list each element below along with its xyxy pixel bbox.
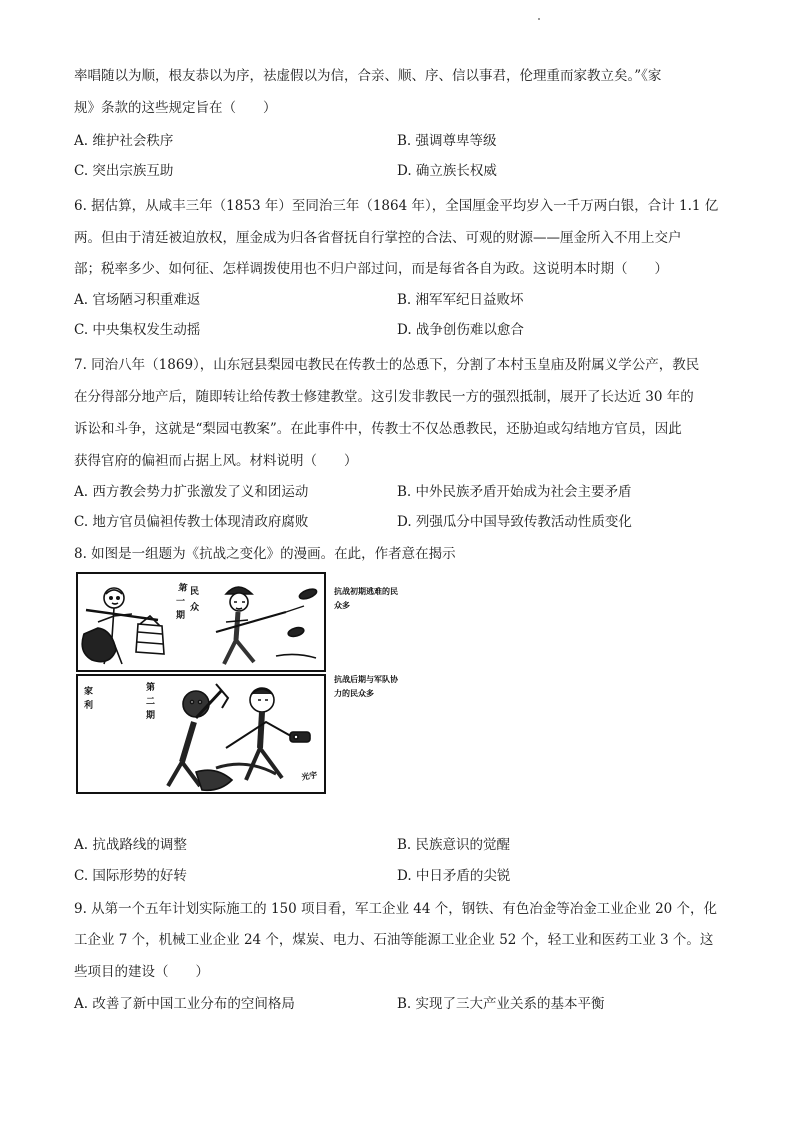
q5-option-b[interactable]: B. 强调尊卑等级 xyxy=(397,133,497,149)
q7-stem-line-4: 获得官府的偏袒而占据上风。材料说明（ ） xyxy=(74,453,358,469)
q8-option-c[interactable]: C. 国际形势的好转 xyxy=(74,868,187,884)
q6-option-d[interactable]: D. 战争创伤难以愈合 xyxy=(397,322,524,338)
q7-stem-line-1: 7. 同治八年（1869），山东冠县梨园屯教民在传教士的怂恿下，分割了本村玉皇庙及附属义学公产，教民 xyxy=(74,357,700,373)
q8-option-a[interactable]: A. 抗战路线的调整 xyxy=(74,837,187,853)
q5-option-d[interactable]: D. 确立族长权威 xyxy=(397,163,497,179)
soldier-figure xyxy=(216,587,318,664)
q7-option-a[interactable]: A. 西方教会势力扩张激发了义和团运动 xyxy=(74,484,309,500)
q9-stem-line-3: 些项目的建设（ ） xyxy=(74,964,209,980)
panel-bottom-note-text-2: 利 xyxy=(84,701,94,711)
panel-top-note-text-4: 民 xyxy=(190,587,200,597)
q8-option-b[interactable]: B. 民族意识的觉醒 xyxy=(397,837,511,853)
q6-stem-line-1: 6. 据估算，从咸丰三年（1853 年）至同治三年（1864 年），全国厘金平均岁入一千万两白银，合计 1.1 亿 xyxy=(74,198,719,214)
panel-bottom-note-text-5: 期 xyxy=(146,711,156,721)
panel-bottom-note-text-1: 家 xyxy=(84,687,94,697)
q5-option-c[interactable]: C. 突出宗族互助 xyxy=(74,163,174,179)
panel-bottom-note-text-3: 第 xyxy=(146,683,156,693)
q6-stem-line-2: 两。但由于清廷被迫放权，厘金成为归各省督抚自行掌控的合法、可观的财源——厘金所入不用上交户 xyxy=(74,230,682,246)
q5-stem-line-1: 率唱随以为顺，根友恭以为序，祛虚假以为信，合亲、顺、序、信以事君，伦理重而家教立矣。”《家 xyxy=(74,68,662,84)
caption-top-line-2: 众多 xyxy=(334,601,350,610)
panel-bottom-note-text-4: 二 xyxy=(146,697,156,707)
scan-speck xyxy=(538,18,540,20)
q7-stem-line-3: 诉讼和斗争，这就是“梨园屯教案”。在此事件中，传教士不仅怂恿教民，还胁迫或勾结地方官员，因此 xyxy=(74,421,682,437)
q6-stem-line-3: 部；税率多少、如何征、怎样调拨使用也不归户部过问，而是每省各自为政。这说明本时期（ ） xyxy=(74,261,668,277)
caption-top-line-1: 抗战初期逃难的民 xyxy=(334,587,398,596)
q5-option-a[interactable]: A. 维护社会秩序 xyxy=(74,133,174,149)
q7-option-b[interactable]: B. 中外民族矛盾开始成为社会主要矛盾 xyxy=(397,484,632,500)
fleeing-civilian-figure xyxy=(82,588,164,664)
caption-bottom-line-2: 力的民众多 xyxy=(334,689,374,698)
q9-option-a[interactable]: A. 改善了新中国工业分布的空间格局 xyxy=(74,996,295,1012)
panel-top-note xyxy=(176,581,199,621)
q9-stem-line-1: 9. 从第一个五年计划实际施工的 150 项目看，军工企业 44 个，钢铁、有色冶金等冶金工业企业 20 个，化 xyxy=(74,901,718,917)
q7-option-d[interactable]: D. 列强瓜分中国导致传教活动性质变化 xyxy=(397,514,632,530)
cartoon-signature: 光宇 xyxy=(300,770,319,782)
panel-top-note-text-5: 众 xyxy=(190,603,200,613)
q9-stem-line-2: 工企业 7 个，机械工业企业 24 个，煤炭、电力、石油等能源工业企业 52 个，轻工业和医药工业 3 个。这 xyxy=(74,932,714,948)
q9-option-b[interactable]: B. 实现了三大产业关系的基本平衡 xyxy=(397,996,605,1012)
panel-top-note-text-3: 期 xyxy=(176,611,186,621)
q8-option-d[interactable]: D. 中日矛盾的尖锐 xyxy=(397,868,511,884)
q7-stem-line-2: 在分得部分地产后，随即转让给传教士修建教堂。这引发非教民一方的强烈抵制，展开了长达近 30 年的 xyxy=(74,389,694,405)
cartoon-figure xyxy=(76,572,414,796)
caption-bottom-line-1: 抗战后期与军队协 xyxy=(334,675,398,684)
q6-option-a[interactable]: A. 官场陋习积重难返 xyxy=(74,292,201,308)
panel-top-note-text-1: 第 xyxy=(177,583,188,595)
civilian-and-soldier-figures xyxy=(168,684,310,790)
q6-option-b[interactable]: B. 湘军军纪日益败坏 xyxy=(397,292,524,308)
panel-bottom-note xyxy=(83,681,155,721)
cartoon-drawing xyxy=(76,572,414,796)
q6-option-c[interactable]: C. 中央集权发生动摇 xyxy=(74,322,201,338)
q7-option-c[interactable]: C. 地方官员偏袒传教士体现清政府腐败 xyxy=(74,514,309,530)
panel-top-note-text-2: 一 xyxy=(176,597,186,607)
q8-stem-line-1: 8. 如图是一组题为《抗战之变化》的漫画。在此，作者意在揭示 xyxy=(74,546,456,562)
q5-stem-line-2: 规》条款的这些规定旨在（ ） xyxy=(74,100,277,116)
